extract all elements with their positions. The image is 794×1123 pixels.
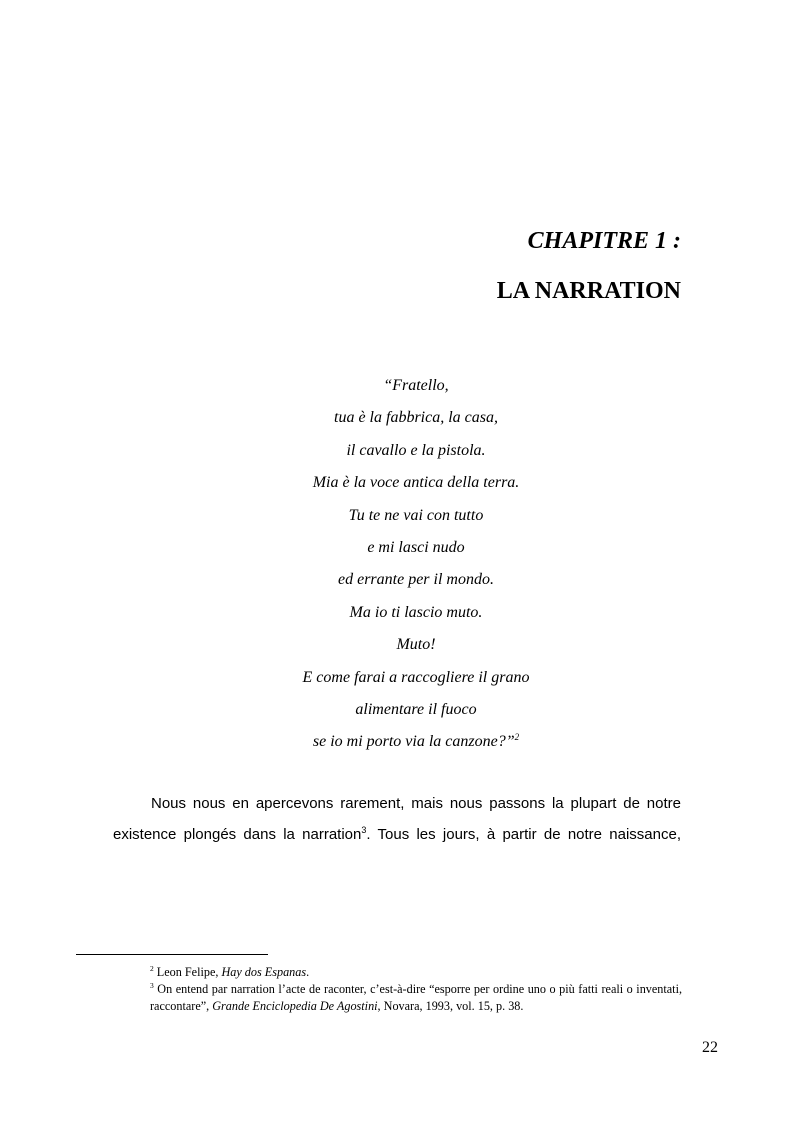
footnote-text: On entend par narration l’acte de raconter, c’est-à-dire “esporre per ordine uno o più fatti reali o inventati, raccontare”, [150,982,682,1013]
body-line-2 [113,819,681,850]
footnote-text: Leon Felipe, [153,965,222,979]
chapter-title: LA NARRATION [496,278,681,304]
body-line-2-end: . Tous les jours, à partir de notre naissance, [366,826,681,843]
poem-line: alimentare il fuoco [355,701,477,719]
poem-line: e mi lasci nudo [367,539,465,557]
poem-line: E come farai a raccogliere il grano [302,668,530,686]
page-number: 22 [702,1039,718,1056]
footnote-ref-2[interactable]: 2 [514,732,520,743]
chapter-heading: CHAPITRE 1 : [527,228,681,254]
footnote-3 [150,981,682,1015]
footnote-number: 3 [150,981,154,990]
footnote-divider [76,954,268,955]
poem-last-line-text: se io mi porto via la canzone?” [312,733,515,751]
poem-line: Muto! [396,636,436,654]
footnote-text-end: . [306,965,310,979]
poem-line: Tu te ne vai con tutto [348,506,484,524]
body-line-1: Nous nous en apercevons rarement, mais nous passons la plupart de notre [151,795,681,812]
poem-line: ed errante per il mondo. [338,571,494,589]
footnote-citation-title: Hay dos Espanas [221,965,307,979]
poem-line: Mia è la voce antica della terra. [312,474,520,492]
poem-line: “Fratello, [383,377,449,394]
epigraph-poem [216,370,616,759]
poem-line: il cavallo e la pistola. [346,441,486,459]
poem-line: Ma io ti lascio muto. [349,603,483,621]
footnote-ref-3[interactable]: 3 [361,825,367,835]
footnote-number: 2 [150,964,154,973]
body-line-2-start: existence plongés dans la narration [113,826,362,843]
poem-line: tua è la fabbrica, la casa, [334,409,498,427]
footnote-2 [150,964,682,981]
body-paragraph [113,788,681,850]
footnote-text-end: , Novara, 1993, vol. 15, p. 38. [377,999,524,1013]
footnotes [150,964,682,1015]
poem-line-last [216,726,616,758]
footnote-citation-title: Grande Enciclopedia De Agostini [212,999,378,1013]
